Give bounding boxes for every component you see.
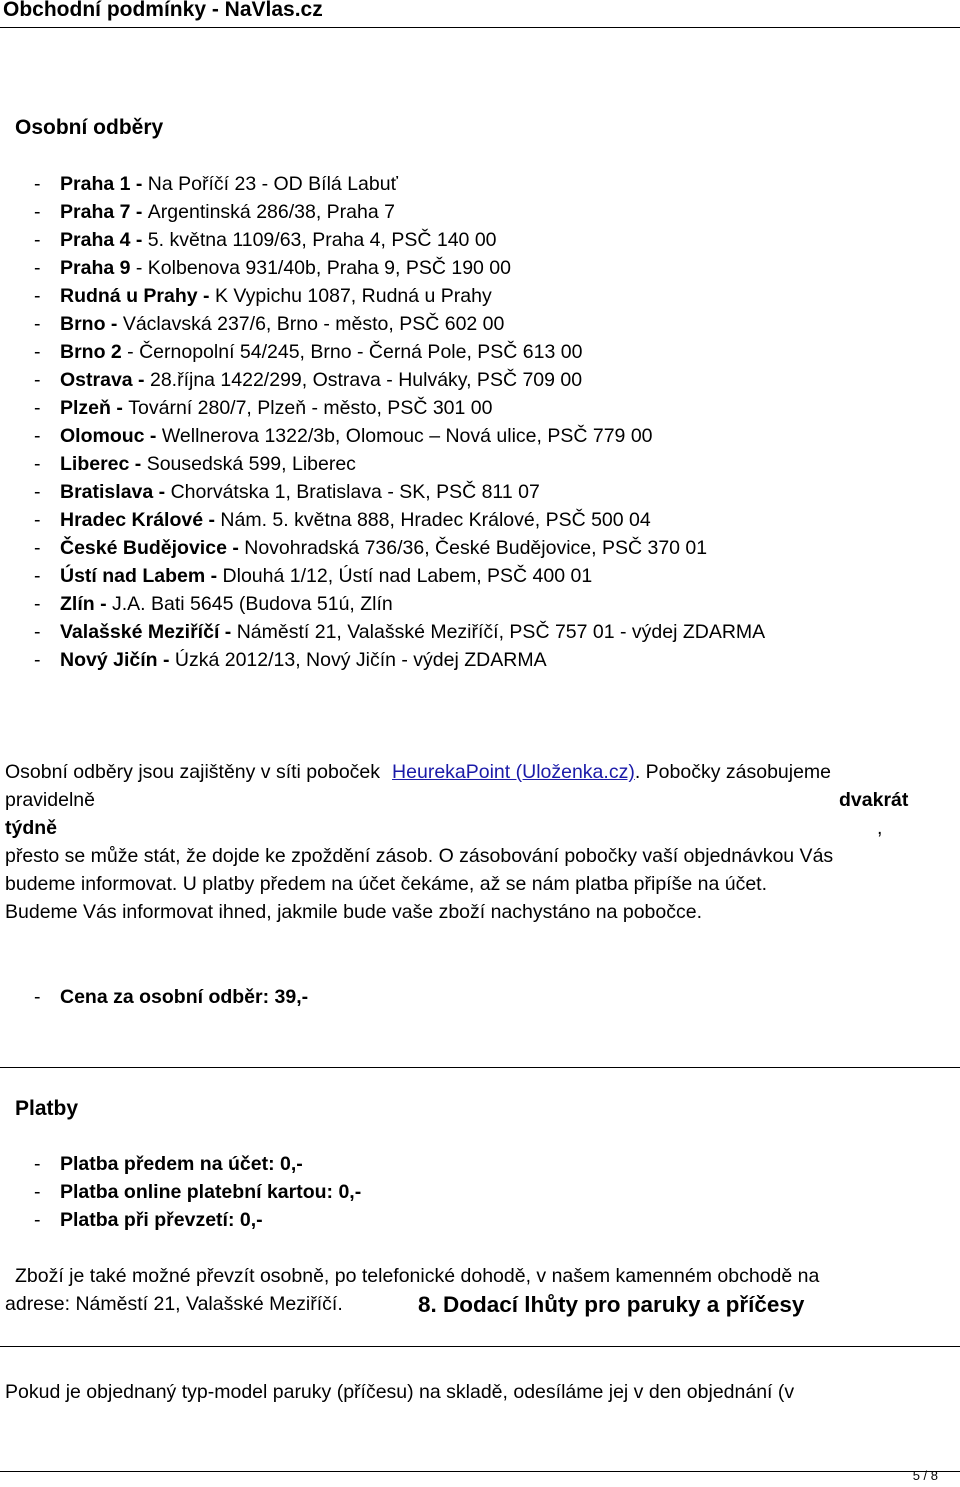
location-address: Wellnerova 1322/3b, Olomouc – Nová ulice, PSČ 779 00 — [161, 425, 653, 447]
location-address: Novohradská 736/36, České Budějovice, PSČ 370 01 — [244, 537, 708, 559]
location-address: Úzká 2012/13, Nový Jičín - výdej ZDARMA — [174, 649, 547, 671]
pickup-info-line6: Budeme Vás informovat ihned, jakmile bude vaše zboží nachystáno na pobočce. — [5, 901, 703, 923]
list-item: - Brno 2 - Černopolní 54/245, Brno - Černá Pole, PSČ 613 00 — [34, 341, 583, 363]
location-city: Rudná u Prahy - — [60, 285, 215, 307]
pickup-info-prefix: Osobní odběry jsou zajištěny v síti poboček — [5, 761, 381, 783]
location-address: 28.října 1422/299, Ostrava - Hulváky, PSČ 709 00 — [149, 369, 583, 391]
list-item: - Plzeň - Tovární 280/7, Plzeň - město, PSČ 301 00 — [34, 397, 493, 419]
location-city: Praha 7 - — [60, 201, 148, 223]
list-item: - Zlín - J.A. Bati 5645 (Budova 51ú, Zlín — [34, 593, 393, 615]
list-item: - Olomouc - Wellnerova 1322/3b, Olomouc – Nová ulice, PSČ 779 00 — [34, 425, 653, 447]
payments-heading: Platby — [15, 1097, 79, 1120]
list-item: - Ústí nad Labem - Dlouhá 1/12, Ústí nad Labem, PSČ 400 01 — [34, 565, 593, 587]
list-item: - Bratislava - Chorvátska 1, Bratislava - SK, PSČ 811 07 — [34, 481, 540, 503]
location-city: Praha 1 - — [60, 173, 148, 195]
location-address: Nám. 5. května 888, Hradec Králové, PSČ 500 04 — [220, 509, 651, 531]
list-item: - Valašské Meziříčí - Náměstí 21, Valašské Meziříčí, PSČ 757 01 - výdej ZDARMA — [34, 621, 766, 643]
location-city: Valašské Meziříčí - — [60, 621, 237, 643]
pickup-price: Cena za osobní odběr: 39,- — [60, 986, 309, 1008]
location-city: Ostrava - — [60, 369, 150, 391]
location-address: Václavská 237/6, Brno - město, PSČ 602 00 — [122, 313, 505, 335]
list-item: - Praha 7 - Argentinská 286/38, Praha 7 — [34, 201, 395, 223]
list-item: - Praha 9 - Kolbenova 931/40b, Praha 9, PSČ 190 00 — [34, 257, 511, 279]
section-divider — [0, 1346, 960, 1347]
list-item: - Praha 4 - 5. května 1109/63, Praha 4, PSČ 140 00 — [34, 229, 497, 251]
location-address: K Vypichu 1087, Rudná u Prahy — [214, 285, 492, 307]
location-address: - Kolbenova 931/40b, Praha 9, PSČ 190 00 — [130, 257, 511, 279]
pickup-info-comma: , — [877, 817, 883, 839]
payments-note-line2: adrese: Náměstí 21, Valašské Meziříčí. — [5, 1293, 343, 1315]
location-city: Bratislava - — [60, 481, 171, 503]
pickup-locations-list — [34, 171, 765, 675]
list-item: - Liberec - Sousedská 599, Liberec — [34, 453, 356, 475]
location-address: Náměstí 21, Valašské Meziříčí, PSČ 757 01 - výdej ZDARMA — [236, 621, 766, 643]
pickup-info-weekly: týdně — [5, 817, 58, 839]
location-city: Nový Jičín - — [60, 649, 175, 671]
location-city: České Budějovice - — [60, 537, 245, 559]
location-address: Na Poříčí 23 - OD Bílá Labuť — [147, 173, 398, 195]
location-city: Brno - — [60, 313, 123, 335]
list-item: - Ostrava - 28.října 1422/299, Ostrava - Hulváky, PSČ 709 00 — [34, 369, 583, 391]
pickup-info-line — [5, 759, 831, 785]
list-item: - Praha 1 - Na Poříčí 23 - OD Bílá Labuť — [34, 173, 398, 195]
location-address: Tovární 280/7, Plzeň - město, PSČ 301 00 — [128, 397, 493, 419]
pickup-info-line5: budeme informovat. U platby předem na účet čekáme, až se nám platba připíše na účet. — [5, 873, 767, 895]
pickup-heading: Osobní odběry — [15, 116, 164, 139]
heurekapoint-link[interactable]: HeurekaPoint (Uloženka.cz) — [392, 761, 635, 783]
location-city: Zlín - — [60, 593, 112, 615]
pickup-info-line2-start: pravidelně — [5, 789, 95, 811]
pickup-info-suffix: . Pobočky zásobujeme — [634, 761, 832, 783]
pickup-info-twice: dvakrát — [839, 789, 909, 811]
delivery-heading: 8. Dodací lhůty pro paruky a příčesy — [418, 1292, 805, 1317]
location-city: Brno 2 — [60, 341, 122, 363]
location-address: Argentinská 286/38, Praha 7 — [147, 201, 395, 223]
list-item: - Brno - Václavská 237/6, Brno - město, PSČ 602 00 — [34, 313, 505, 335]
section-divider — [0, 1067, 960, 1068]
location-address: J.A. Bati 5645 (Budova 51ú, Zlín — [112, 593, 393, 615]
payment-item: - Platba při převzetí: 0,- — [34, 1209, 263, 1231]
footer-divider — [0, 1471, 960, 1472]
pickup-info-line4: přesto se může stát, že dojde ke zpoždění zásob. O zásobování pobočky vaší objednávkou Vás — [5, 845, 834, 867]
location-city: Praha 4 - — [60, 229, 148, 251]
document-title: Obchodní podmínky - NaVlas.cz — [3, 0, 323, 21]
payment-item: - Platba předem na účet: 0,- — [34, 1153, 303, 1175]
payment-label: Platba při převzetí: 0,- — [60, 1209, 263, 1231]
list-item: - Rudná u Prahy - K Vypichu 1087, Rudná u Prahy — [34, 285, 492, 307]
payment-item: - Platba online platební kartou: 0,- — [34, 1181, 362, 1203]
list-item: - Nový Jičín - Úzká 2012/13, Nový Jičín - výdej ZDARMA — [34, 649, 547, 671]
header-divider — [0, 27, 960, 28]
payment-label: Platba předem na účet: 0,- — [60, 1153, 303, 1175]
location-city: Liberec - — [60, 453, 147, 475]
delivery-text: Pokud je objednaný typ-model paruky (příčesu) na skladě, odesíláme jej v den objednání (v — [5, 1381, 795, 1403]
location-address: - Černopolní 54/245, Brno - Černá Pole, PSČ 613 00 — [121, 341, 583, 363]
location-city: Hradec Králové - — [60, 509, 221, 531]
location-address: Sousedská 599, Liberec — [146, 453, 356, 475]
location-city: Ústí nad Labem - — [60, 565, 223, 587]
list-item: - České Budějovice - Novohradská 736/36, České Budějovice, PSČ 370 01 — [34, 537, 708, 559]
location-address: Dlouhá 1/12, Ústí nad Labem, PSČ 400 01 — [222, 565, 593, 587]
list-item: - Hradec Králové - Nám. 5. května 888, Hradec Králové, PSČ 500 04 — [34, 509, 651, 531]
location-city: Olomouc - — [60, 425, 162, 447]
pickup-price-item: - Cena za osobní odběr: 39,- — [34, 986, 309, 1008]
location-city: Praha 9 — [60, 257, 131, 279]
payments-note-line1: Zboží je také možné převzít osobně, po telefonické dohodě, v našem kamenném obchodě na — [15, 1265, 820, 1287]
location-city: Plzeň - — [60, 397, 129, 419]
payment-label: Platba online platební kartou: 0,- — [60, 1181, 362, 1203]
location-address: 5. května 1109/63, Praha 4, PSČ 140 00 — [147, 229, 497, 251]
page-number: 5 / 8 — [912, 1468, 938, 1483]
location-address: Chorvátska 1, Bratislava - SK, PSČ 811 07 — [170, 481, 540, 503]
